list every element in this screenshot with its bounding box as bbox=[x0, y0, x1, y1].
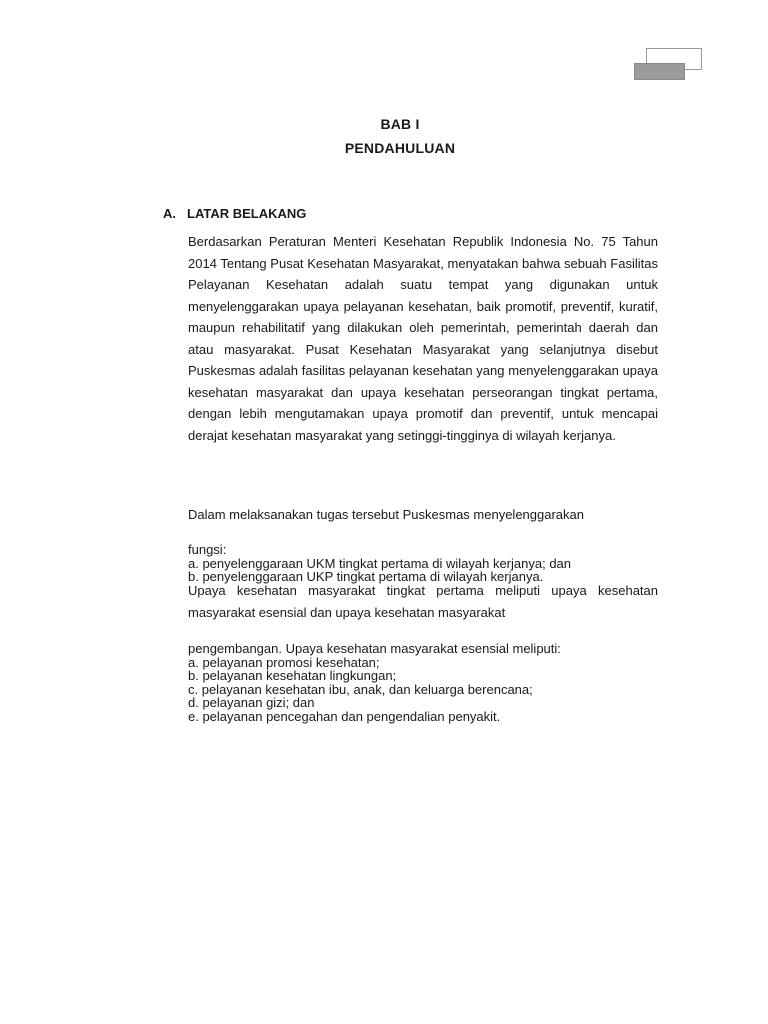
list-item: a. pelayanan promosi kesehatan; bbox=[188, 654, 380, 670]
function-list bbox=[188, 543, 658, 584]
section-title: LATAR BELAKANG bbox=[187, 206, 307, 221]
section-heading bbox=[163, 206, 306, 221]
essential-service-list bbox=[188, 642, 658, 723]
chapter-title: PENDAHULUAN bbox=[344, 140, 456, 156]
duty-paragraph: Dalam melaksanakan tugas tersebut Puskesmas menyelenggarakan bbox=[188, 507, 584, 522]
section-letter: A. bbox=[163, 206, 176, 221]
list-item: b. penyelenggaraan UKP tingkat pertama di wilayah kerjanya. bbox=[188, 569, 544, 584]
list-item: b. pelayanan kesehatan lingkungan; bbox=[188, 668, 397, 683]
list-item: fungsi: bbox=[188, 542, 227, 557]
page-corner-bar bbox=[634, 63, 685, 80]
chapter-number: BAB I bbox=[380, 116, 420, 132]
health-effort-paragraph: Upaya kesehatan masyarakat tingkat pertama meliputi upaya kesehatan masyarakat esensial dan upaya kesehatan masyarakat bbox=[188, 583, 658, 620]
list-item: c. pelayanan kesehatan ibu, anak, dan keluarga berencana; bbox=[188, 681, 533, 697]
list-item: d. pelayanan gizi; dan bbox=[188, 695, 315, 710]
list-item: e. pelayanan pencegahan dan pengendalian penyakit. bbox=[188, 708, 501, 724]
background-paragraph: Berdasarkan Peraturan Menteri Kesehatan Republik Indonesia No. 75 Tahun 2014 Tentang Pusat Kesehatan Masyarakat, menyatakan bahwa sebuah Fasilitas Pelayanan Kesehatan adalah suatu tempat yang digunakan untuk menyelenggarakan upaya pelayanan kesehatan, baik promotif, preventif, kuratif, maupun rehabilitatif yang dilakukan oleh pemerintah, pemerintah daerah dan atau masyarakat. Pusat Kesehatan Masyarakat yang selanjutnya disebut Puskesmas adalah fasilitas pelayanan kesehatan yang menyelenggarakan upaya kesehatan masyarakat dan upaya kesehatan perseorangan tingkat pertama, dengan lebih mengutamakan upaya promotif dan preventif, untuk mencapai derajat kesehatan masyarakat yang setinggi-tingginya di wilayah kerjanya. bbox=[188, 234, 658, 443]
list-item: pengembangan. Upaya kesehatan masyarakat esensial meliputi: bbox=[188, 641, 561, 656]
list-item: a. penyelenggaraan UKM tingkat pertama di wilayah kerjanya; dan bbox=[188, 555, 572, 571]
